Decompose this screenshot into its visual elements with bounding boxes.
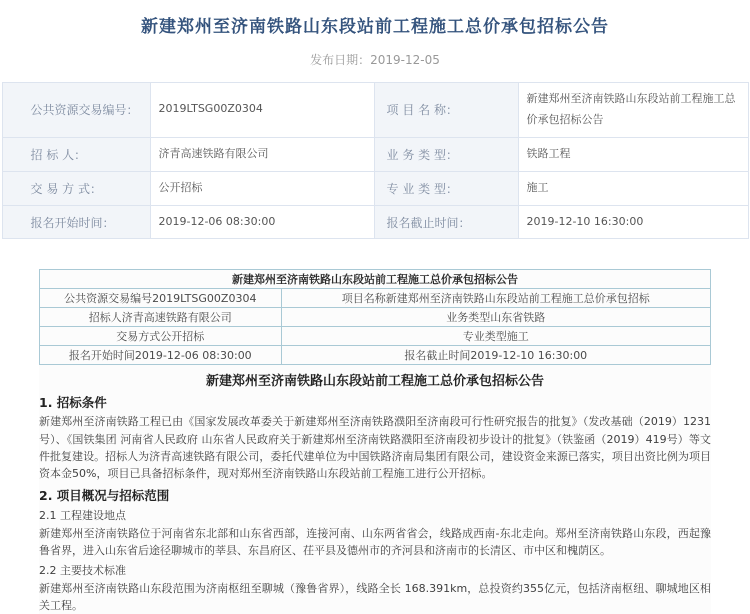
field-value-tenderer: 济青高速铁路有限公司 <box>150 137 374 171</box>
doc-cell-specialty-type: 专业类型施工 <box>281 327 710 346</box>
field-label-signup-start: 报名开始时间： <box>2 205 150 239</box>
field-label-signup-deadline: 报名截止时间： <box>374 205 518 239</box>
field-label-tenderer: 招 标 人： <box>2 137 150 171</box>
table-row <box>40 289 711 308</box>
field-value-specialty-type: 施工 <box>518 171 748 205</box>
doc-cell-business-type: 业务类型山东省铁路 <box>281 308 710 327</box>
field-label-trade-method: 交 易 方 式： <box>2 171 150 205</box>
table-row <box>2 205 748 239</box>
tender-info-table <box>2 82 749 239</box>
table-row <box>40 327 711 346</box>
field-label-business-type: 业 务 类 型： <box>374 137 518 171</box>
table-row <box>2 83 748 138</box>
embedded-announcement-document <box>39 269 711 613</box>
field-label-project-name: 项 目 名 称： <box>374 83 518 138</box>
doc-cell-tenderer: 招标人济青高速铁路有限公司 <box>40 308 282 327</box>
field-value-trade-number: 2019LTSG00Z0304 <box>150 83 374 138</box>
section-2-1-paragraph: 新建郑州至济南铁路位于河南省东北部和山东省西部，连接河南、山东两省省会，线路成西南-东北走向。郑州至济南铁路山东段，西起豫鲁省界，进入山东省后途径聊城市的莘县、东昌府区、茌平县及德州市的齐河县和济南市的长清区、市中区和槐荫区。 <box>39 526 711 557</box>
section-2-heading: 2. 项目概况与招标范围 <box>39 487 170 503</box>
doc-cell-signup-start: 报名开始时间2019-12-06 08:30:00 <box>40 346 282 365</box>
table-row <box>40 270 711 289</box>
doc-cell-trade-number: 公共资源交易编号2019LTSG00Z0304 <box>40 289 282 308</box>
section-2-2-paragraph: 新建郑州至济南铁路山东段范围为济南枢纽至聊城（豫鲁省界），线路全长 168.391km，总投资约355亿元，包括济南枢纽、聊城地区相关工程。 <box>39 581 711 612</box>
publish-date: 发布日期：2019-12-05 <box>310 53 440 67</box>
section-2-2-heading: 2.2 主要技术标准 <box>39 563 126 577</box>
doc-cell-signup-deadline: 报名截止时间2019-12-10 16:30:00 <box>281 346 710 365</box>
document-title: 新建郑州至济南铁路山东段站前工程施工总价承包招标公告 <box>205 374 544 390</box>
document-summary-table <box>39 269 711 365</box>
document-table-header: 新建郑州至济南铁路山东段站前工程施工总价承包招标公告 <box>40 270 711 289</box>
section-1-paragraph: 新建郑州至济南铁路工程已由《国家发展改革委关于新建郑州至济南铁路濮阳至济南段可行性研究报告的批复》（发改基础（2019）1231 号）、《国铁集团 河南省人民政府 山东省人民政府关于新建郑州至济南铁路濮阳至济南段初步设计的批复》（铁鉴函（2019）419号）等文件批复建设。招标人为济青高速铁路有限公司，委托代建单位为中国铁路济南局集团有限公司，建设资金来源已落实，项目出资比例为项目资本金50%，项目已具备招标条件，现对郑州至济南铁路山东段站前工程施工进行公开招标。 <box>39 415 711 480</box>
field-label-trade-number: 公共资源交易编号： <box>2 83 150 138</box>
field-value-trade-method: 公开招标 <box>150 171 374 205</box>
field-label-specialty-type: 专 业 类 型： <box>374 171 518 205</box>
table-row <box>40 346 711 365</box>
table-row <box>40 308 711 327</box>
field-value-business-type: 铁路工程 <box>518 137 748 171</box>
field-value-signup-start: 2019-12-06 08:30:00 <box>150 205 374 239</box>
table-row <box>2 137 748 171</box>
section-1-heading: 1. 招标条件 <box>39 395 107 411</box>
field-value-signup-deadline: 2019-12-10 16:30:00 <box>518 205 748 239</box>
page-title: 新建郑州至济南铁路山东段站前工程施工总价承包招标公告 <box>141 17 609 37</box>
field-value-project-name: 新建郑州至济南铁路山东段站前工程施工总价承包招标公告 <box>518 83 748 138</box>
section-2-1-heading: 2.1 工程建设地点 <box>39 508 126 522</box>
doc-cell-project-name: 项目名称新建郑州至济南铁路山东段站前工程施工总价承包招标 <box>281 289 710 308</box>
doc-cell-trade-method: 交易方式公开招标 <box>40 327 282 346</box>
table-row <box>2 171 748 205</box>
